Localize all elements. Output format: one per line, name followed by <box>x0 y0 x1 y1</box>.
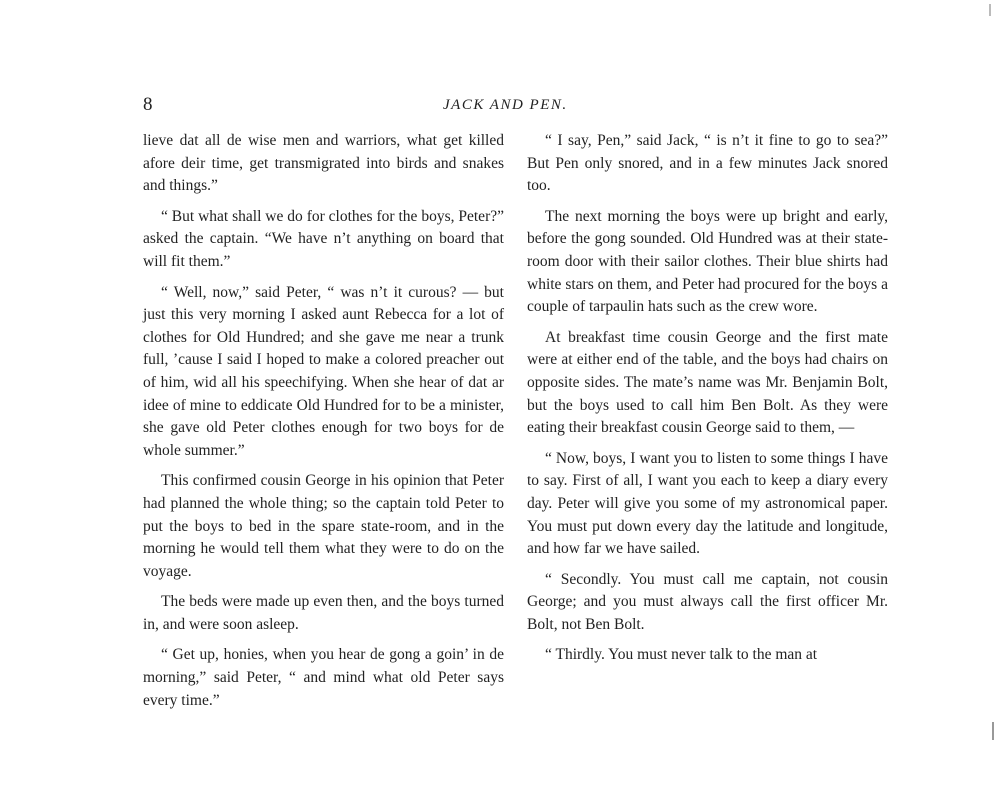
paragraph: “ Now, boys, I want you to listen to some things I have to say. First of all, I want you each to keep a diary every day. Peter will give you some of my astronomical paper. You must put down every day the latitude and longitude, and how far we have sailed. <box>527 449 888 558</box>
paragraph: “ Get up, honies, when you hear de gong a goin’ in de morning,” said Peter, “ and mind what old Peter says every time.” <box>143 646 504 709</box>
paragraph: At breakfast time cousin George and the first mate were at either end of the table, and the boys had chairs on opposite sides. The mate’s name was Mr. Benjamin Bolt, but the boys used to call him Ben Bolt. As they were eating their breakfast cousin George said to them, — <box>527 328 888 437</box>
page-edge-mark <box>989 4 991 16</box>
paragraph: The beds were made up even then, and the boys turned in, and were soon asleep. <box>143 593 504 633</box>
left-text-column <box>143 130 504 720</box>
paragraph: “ Well, now,” said Peter, “ was n’t it curous? — but just this very morning I asked aunt Rebecca for a lot of clothes for Old Hundred; and she gave me near a trunk full, ’cause I said I hoped to make a colored preacher out of him, wid all his speechifying. When she hear of dat ar idee of mine to eddicate Old Hundred for to be a minister, she gave old Peter clothes enough for two boys for de whole summer.” <box>143 283 504 459</box>
paragraph: “ Thirdly. You must never talk to the man at <box>545 646 818 664</box>
paragraph: “ I say, Pen,” said Jack, “ is n’t it fine to go to sea?” But Pen only snored, and in a few minutes Jack snored too. <box>527 132 888 195</box>
running-title: JACK AND PEN. <box>443 97 568 113</box>
paragraph: lieve dat all de wise men and warriors, what get killed afore deir time, get transmigrated into birds and snakes and things.” <box>143 132 504 195</box>
right-text-column <box>527 130 888 675</box>
page-edge-mark <box>992 722 994 740</box>
paragraph: “ But what shall we do for clothes for the boys, Peter?” asked the captain. “We have n’t anything on board that will fit them.” <box>143 207 504 270</box>
paragraph: The next morning the boys were up bright and early, before the gong sounded. Old Hundred was at their state-room door with their sailor clothes. Their blue shirts had white stars on them, and Peter had procured for the boys a couple of tarpaulin hats such as the crew wore. <box>527 207 888 316</box>
page-number: 8 <box>143 94 153 115</box>
paragraph: This confirmed cousin George in his opinion that Peter had planned the whole thing; so the captain told Peter to put the boys to bed in the spare state-room, and in the morning he would tell them what they were to do on the voyage. <box>143 472 504 580</box>
paragraph: “ Secondly. You must call me captain, not cousin George; and you must always call the first officer Mr. Bolt, not Ben Bolt. <box>527 570 888 633</box>
